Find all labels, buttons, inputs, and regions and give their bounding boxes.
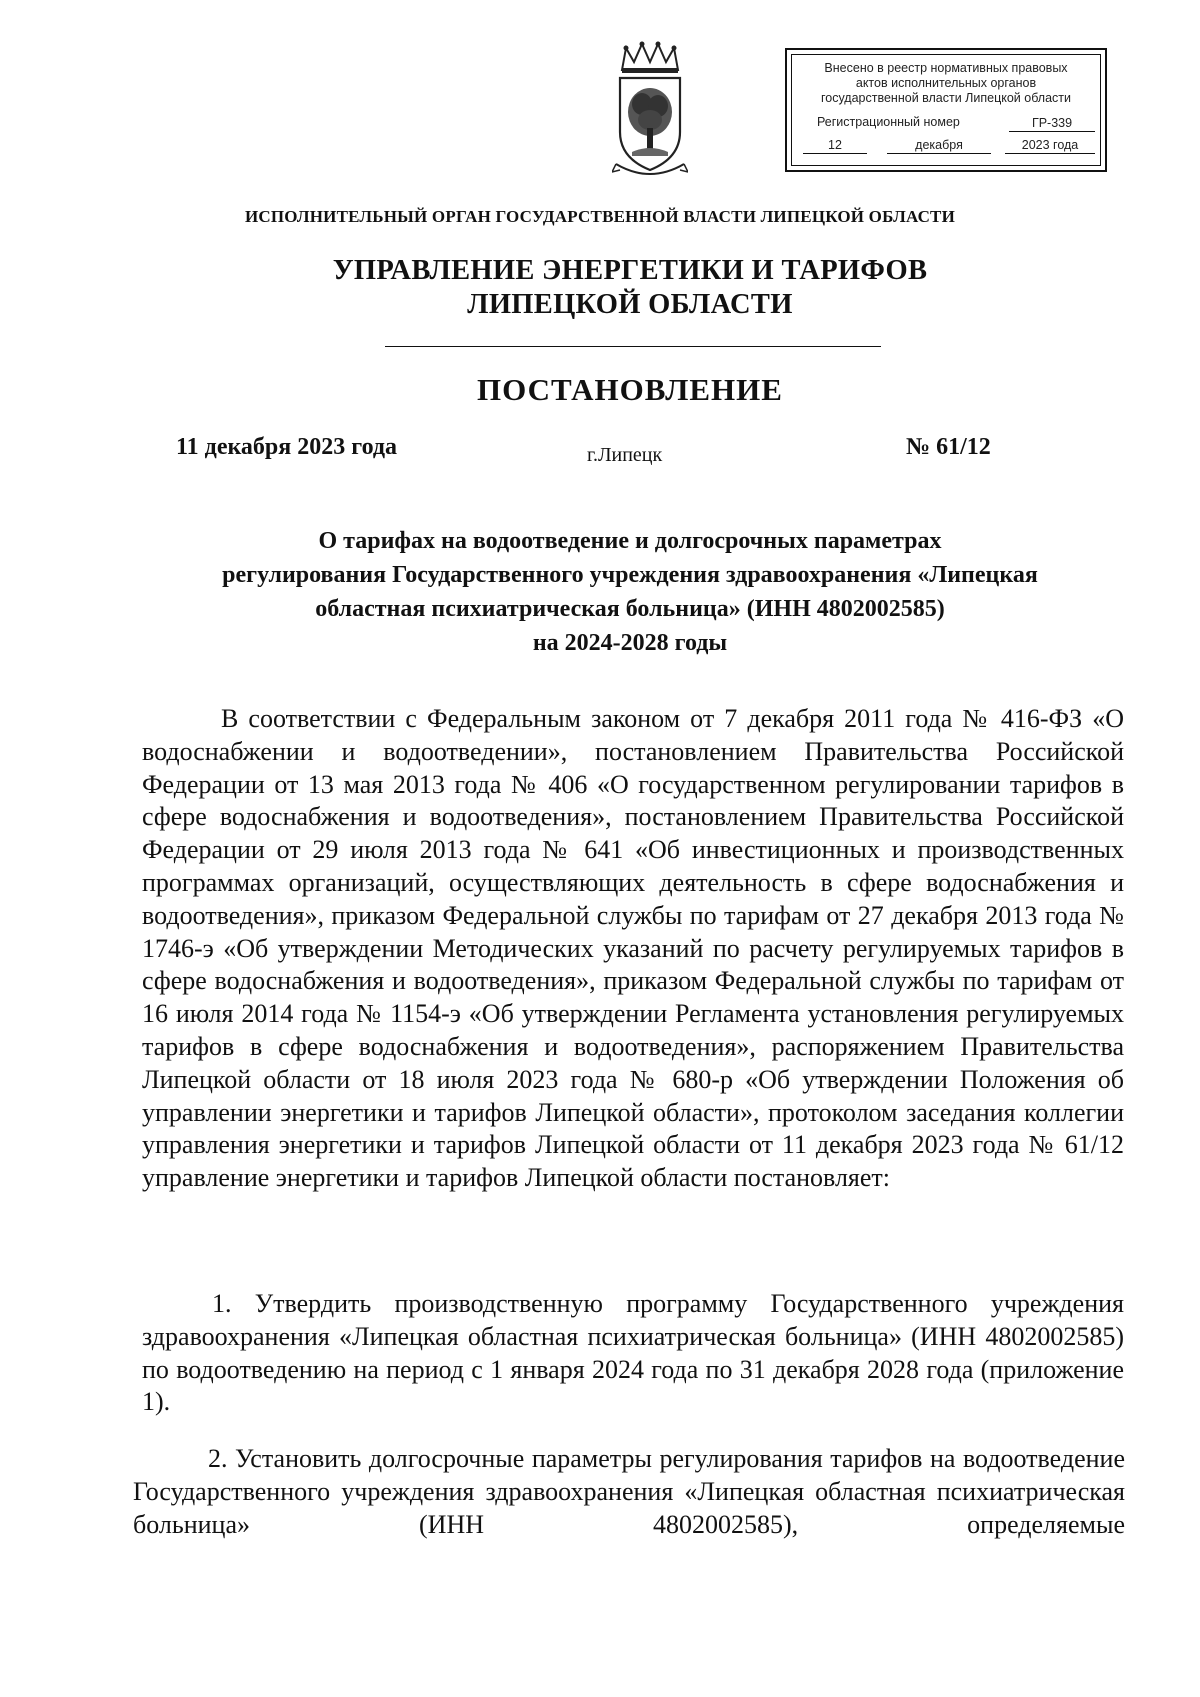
header-divider <box>385 346 881 347</box>
department-title-line-1: УПРАВЛЕНИЕ ЭНЕРГЕТИКИ И ТАРИФОВ <box>332 255 928 286</box>
stamp-month: декабря <box>887 138 991 154</box>
document-subject <box>130 524 1130 660</box>
item-2-paragraph: 2. Установить долгосрочные параметры регулирования тарифов на водоотведение Государственного учреждения здравоохранения «Липецкая областная психиатрическая больница» (ИНН 4802002585), определяемые <box>133 1444 1125 1539</box>
lipetsk-coat-of-arms-icon <box>612 40 688 180</box>
document-number: № 61/12 <box>906 434 991 460</box>
subject-line-3: областная психиатрическая больница» (ИНН 4802002585) <box>315 596 945 622</box>
document-type-title: ПОСТАНОВЛЕНИЕ <box>477 372 783 407</box>
item-1-paragraph: 1. Утвердить производственную программу Государственного учреждения здравоохранения «Липецкая областная психиатрическая больница» (ИНН 4802002585) по водоотведению на период с 1 января 2024 года по 31 декабря 2028 года (приложение 1). <box>142 1289 1124 1417</box>
preamble-paragraph: В соответствии с Федеральным законом от 7 декабря 2011 года № 416-ФЗ «О водоснабжении и водоотведении», постановлением Правительства Российской Федерации от 13 мая 2013 года № 406 «О государственном регулировании тарифов в сфере водоснабжения и водоотведения», постановлением Правительства Российской Федерации от 29 июля 2013 года № 641 «Об инвестиционных и производственных программах организаций, осуществляющих деятельность в сфере водоснабжения и водоотведения», приказом Федеральной службы по тарифам от 27 декабря 2013 года № 1746-э «Об утверждении Методических указаний по расчету регулируемых тарифов в сфере водоснабжения и водоотведения», приказом Федеральной службы по тарифам от 16 июля 2014 года № 1154-э «Об утверждении Регламента установления регулируемых тарифов в сфере водоснабжения и водоотведения», распоряжением Правительства Липецкой области от 18 июля 2023 года № 680-р «Об утверждении Положения об управлении энергетики и тарифов Липецкой области», протоколом заседания коллегии управления энергетики и тарифов Липецкой области от 11 декабря 2023 года № 61/12 управление энергетики и тарифов Липецкой области постановляет: <box>142 704 1124 1193</box>
stamp-line-2: актов исполнительных органов <box>855 76 1037 90</box>
stamp-registration-label: Регистрационный номер <box>817 115 960 129</box>
stamp-year: 2023 года <box>1005 138 1095 154</box>
subject-line-1: О тарифах на водоотведение и долгосрочных параметрах <box>318 528 942 554</box>
document-city: г.Липецк <box>587 444 663 466</box>
document-date: 11 декабря 2023 года <box>176 434 398 460</box>
organization-line: ИСПОЛНИТЕЛЬНЫЙ ОРГАН ГОСУДАРСТВЕННОЙ ВЛАСТИ ЛИПЕЦКОЙ ОБЛАСТИ <box>244 207 956 226</box>
stamp-line-1: Внесено в реестр нормативных правовых <box>824 61 1068 75</box>
department-title-line-2: ЛИПЕЦКОЙ ОБЛАСТИ <box>467 289 793 320</box>
subject-line-2: регулирования Государственного учреждения здравоохранения «Липецкая <box>222 562 1038 588</box>
subject-line-4: на 2024-2028 годы <box>532 630 728 656</box>
stamp-day: 12 <box>803 138 867 154</box>
stamp-line-3: государственной власти Липецкой области <box>820 91 1072 105</box>
registry-stamp <box>785 48 1107 172</box>
stamp-registration-number: ГР-339 <box>1009 116 1095 132</box>
